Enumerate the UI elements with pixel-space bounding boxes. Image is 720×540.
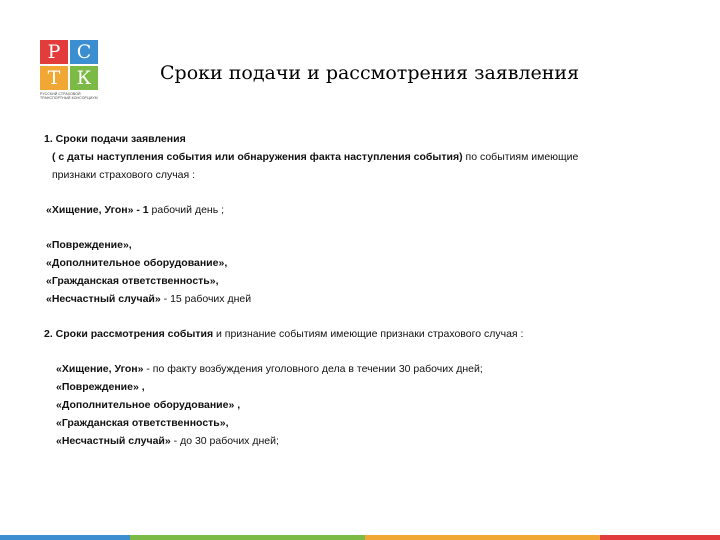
list-item-label: «Повреждение»,: [46, 239, 132, 251]
section2-heading-rest: и признание событиям имеющие признаки страхового случая :: [213, 328, 524, 340]
list-item-label: «Несчастный случай»: [56, 435, 171, 447]
logo-grid: [40, 40, 98, 90]
page-title: Сроки подачи и рассмотрения заявления: [160, 62, 580, 84]
bar-segment: [130, 535, 365, 540]
list-item-label: «Дополнительное оборудование» ,: [56, 399, 241, 411]
section1-subheading-bold: ( с даты наступления события или обнаружения факта наступления события): [52, 151, 463, 163]
logo-tagline-line: РУССКИЙ СТРАХОВОЙ: [40, 92, 81, 96]
section2-heading: [44, 325, 684, 343]
theft-label: «Хищение, Угон» - 1: [46, 204, 149, 216]
list-item-label: «Дополнительное оборудование»,: [46, 257, 228, 269]
list-item: [44, 378, 684, 396]
document-body: [44, 130, 684, 450]
logo-tagline: [40, 92, 100, 100]
section1-heading: 1. Сроки подачи заявления: [44, 133, 186, 145]
theft-term: рабочий день ;: [148, 204, 225, 216]
logo-tagline-line: ТРАНСПОРТНЫЙ КОНСОРЦИУМ: [40, 96, 98, 100]
bar-segment: [600, 535, 720, 540]
list-item: [44, 414, 684, 432]
list-item: [44, 272, 684, 290]
section2-heading-bold: 2. Сроки рассмотрения события: [44, 328, 214, 340]
list-item: [44, 432, 684, 450]
logo-letter: С: [70, 40, 98, 64]
bar-segment: [365, 535, 600, 540]
logo-letter: Р: [40, 40, 68, 64]
section1-subheading: [44, 148, 684, 166]
list-item-term: - 15 рабочих дней: [160, 293, 252, 305]
list-item: [44, 396, 684, 414]
list-item: [44, 290, 684, 308]
bottom-color-bar: [0, 535, 720, 540]
list-item-label: «Несчастный случай»: [46, 293, 161, 305]
bar-segment: [0, 535, 130, 540]
list-item-label: «Повреждение» ,: [56, 381, 145, 393]
logo-letter: К: [70, 66, 98, 90]
section1-subheading-line2: признаки страхового случая :: [52, 169, 196, 181]
list-item-label: «Гражданская ответственность»,: [46, 275, 219, 287]
list-item-term: - по факту возбуждения уголовного дела в течении 30 рабочих дней;: [143, 363, 483, 375]
list-item-term: - до 30 рабочих дней;: [170, 435, 279, 447]
logo-letter: Т: [40, 66, 68, 90]
list-item: [44, 254, 684, 272]
section1-subheading-rest: по событиям имеющие: [462, 151, 579, 163]
rstk-logo: [40, 40, 98, 102]
list-item: [44, 360, 684, 378]
theft-item: [44, 201, 684, 219]
list-item: [44, 236, 684, 254]
list-item-label: «Гражданская ответственность»,: [56, 417, 229, 429]
list-item-label: «Хищение, Угон»: [56, 363, 144, 375]
